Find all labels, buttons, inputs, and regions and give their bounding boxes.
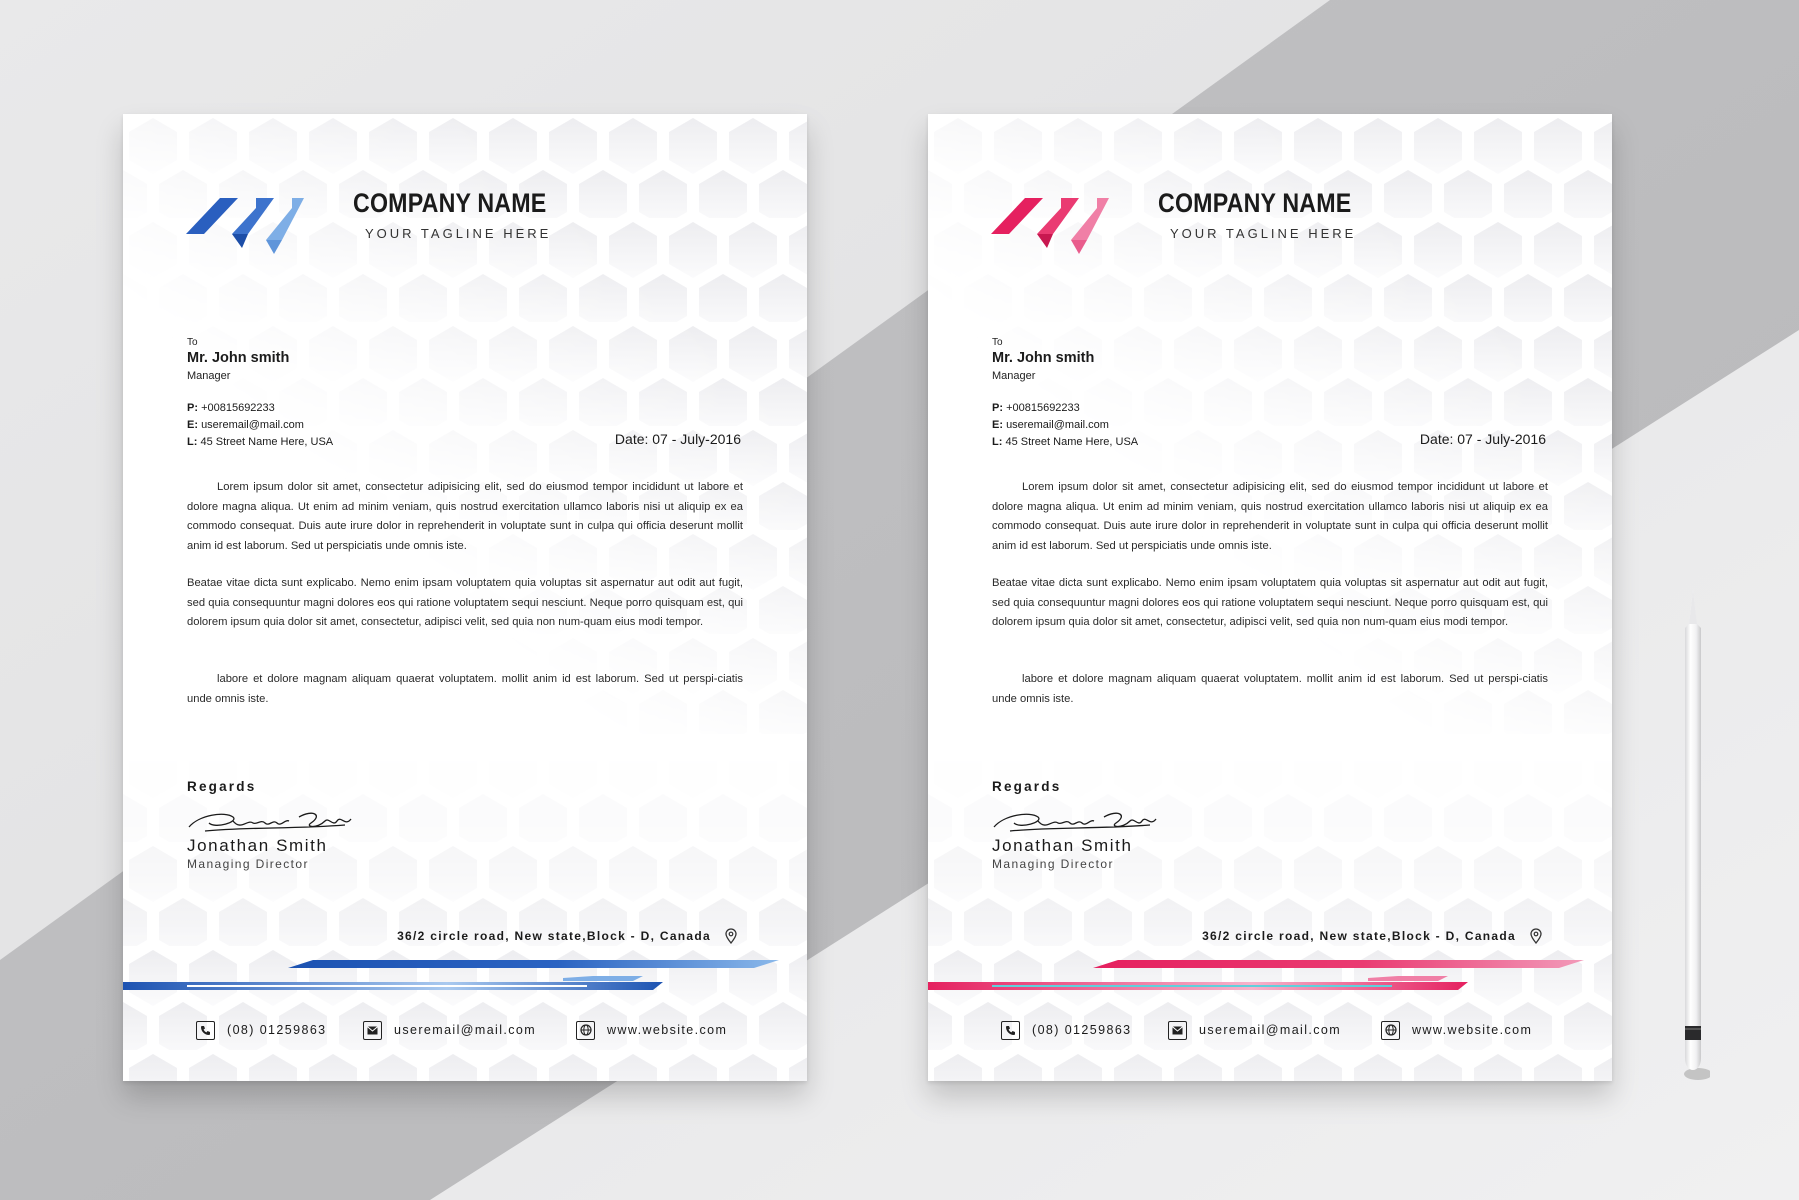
footer-phone-text: (08) 01259863: [227, 1023, 327, 1037]
email-label: E:: [187, 419, 198, 431]
location-label: L:: [992, 436, 1003, 448]
location-value: 45 Street Name Here, USA: [200, 436, 334, 448]
recipient-to-label: To: [187, 337, 198, 348]
letterhead-pink: [928, 114, 1612, 1081]
footer-website: [576, 1019, 727, 1041]
handwritten-signature: [990, 807, 1158, 835]
envelope-icon: [363, 1021, 382, 1040]
contact-phone: [187, 402, 275, 414]
phone-value: +00815692233: [1006, 402, 1080, 414]
footer-address: 36/2 circle road, New state,Block - D, Canada: [1202, 929, 1516, 943]
body-paragraph-3: labore et dolore magnam aliquam quaerat voluptatem. mollit anim id est laborum. Sed ut perspi-ciatis unde omnis iste.: [992, 673, 1548, 705]
signer-title: Managing Director: [992, 857, 1114, 871]
footer-email: [363, 1019, 536, 1041]
recipient-name: Mr. John smith: [187, 350, 290, 366]
body-paragraph-1: Lorem ipsum dolor sit amet, consectetur adipisicing elit, sed do eiusmod tempor incididunt ut labore et dolore magna aliqua. Ut enim ad minim veniam, quis nostrud exercitation ullamco laboris nisi ut aliquip ex ea commodo consequat. Duis aute irure dolor in reprehenderit in voluptate sunt in culpa qui officia deserunt mollit anim id est laborum. Sed ut perspiciatis unde omnis iste.: [187, 481, 743, 552]
handwritten-signature: [185, 807, 353, 835]
recipient-title: Manager: [992, 370, 1036, 382]
company-tagline: YOUR TAGLINE HERE: [365, 226, 552, 241]
footer-website: [1381, 1019, 1532, 1041]
phone-value: +00815692233: [201, 402, 275, 414]
footer-email: [1168, 1019, 1341, 1041]
footer-phone: [1001, 1019, 1132, 1041]
body-paragraph-2: Beatae vitae dicta sunt explicabo. Nemo enim ipsam voluptatem quia voluptas sit aspernatur aut odit aut fugit, sed quia consequuntur magni dolores eos qui ratione voluptatem sequi nesciunt. Neque porro quisquam est, qui dolorem ipsum quia dolor sit amet, consectetur, adipisci velit, sed quia non num-quam eius modi tempor.: [992, 577, 1548, 628]
footer-phone: [196, 1019, 327, 1041]
company-name: COMPANY NAME: [1158, 188, 1352, 218]
contact-email: [992, 419, 1109, 431]
contact-location: [187, 436, 333, 448]
closing-regards: Regards: [187, 779, 257, 794]
footer-email-text: useremail@mail.com: [394, 1023, 537, 1037]
globe-icon: [576, 1021, 595, 1040]
footer-stripes: [928, 956, 1612, 996]
signer-name: Jonathan Smith: [187, 836, 328, 855]
letter-date: Date: 07 - July-2016: [1419, 431, 1546, 447]
stylus-pen: [1676, 588, 1710, 1084]
body-paragraph-3: labore et dolore magnam aliquam quaerat voluptatem. mollit anim id est laborum. Sed ut perspi-ciatis unde omnis iste.: [187, 673, 743, 705]
contact-email: [187, 419, 304, 431]
contact-location: [992, 436, 1138, 448]
location-label: L:: [187, 436, 198, 448]
phone-label: P:: [187, 402, 198, 414]
location-value: 45 Street Name Here, USA: [1005, 436, 1139, 448]
phone-icon: [196, 1021, 215, 1040]
company-name: COMPANY NAME: [353, 188, 547, 218]
phone-icon: [1001, 1021, 1020, 1040]
envelope-icon: [1168, 1021, 1187, 1040]
location-pin-icon: [1530, 928, 1542, 944]
globe-icon: [1381, 1021, 1400, 1040]
footer-email-text: useremail@mail.com: [1199, 1023, 1342, 1037]
body-paragraph-2: Beatae vitae dicta sunt explicabo. Nemo enim ipsam voluptatem quia voluptas sit aspernatur aut odit aut fugit, sed quia consequuntur magni dolores eos qui ratione voluptatem sequi nesciunt. Neque porro quisquam est, qui dolorem ipsum quia dolor sit amet, consectetur, adipisci velit, sed quia non num-quam eius modi tempor.: [187, 577, 743, 628]
contact-phone: [992, 402, 1080, 414]
email-value: useremail@mail.com: [1006, 419, 1109, 431]
closing-regards: Regards: [992, 779, 1062, 794]
letter-date: Date: 07 - July-2016: [614, 431, 741, 447]
footer-website-text: www.website.com: [1412, 1023, 1533, 1037]
email-value: useremail@mail.com: [201, 419, 304, 431]
footer-website-text: www.website.com: [607, 1023, 728, 1037]
phone-label: P:: [992, 402, 1003, 414]
company-logo-icon: [991, 184, 1109, 254]
company-logo-icon: [186, 184, 304, 254]
signer-name: Jonathan Smith: [992, 836, 1133, 855]
recipient-to-label: To: [992, 337, 1003, 348]
letterhead-blue: [123, 114, 807, 1081]
body-paragraph-1: Lorem ipsum dolor sit amet, consectetur adipisicing elit, sed do eiusmod tempor incididunt ut labore et dolore magna aliqua. Ut enim ad minim veniam, quis nostrud exercitation ullamco laboris nisi ut aliquip ex ea commodo consequat. Duis aute irure dolor in reprehenderit in voluptate sunt in culpa qui officia deserunt mollit anim id est laborum. Sed ut perspiciatis unde omnis iste.: [992, 481, 1548, 552]
recipient-title: Manager: [187, 370, 231, 382]
email-label: E:: [992, 419, 1003, 431]
footer-phone-text: (08) 01259863: [1032, 1023, 1132, 1037]
footer-stripes: [123, 956, 807, 996]
signer-title: Managing Director: [187, 857, 309, 871]
footer-address: 36/2 circle road, New state,Block - D, Canada: [397, 929, 711, 943]
location-pin-icon: [725, 928, 737, 944]
recipient-name: Mr. John smith: [992, 350, 1095, 366]
company-tagline: YOUR TAGLINE HERE: [1170, 226, 1357, 241]
